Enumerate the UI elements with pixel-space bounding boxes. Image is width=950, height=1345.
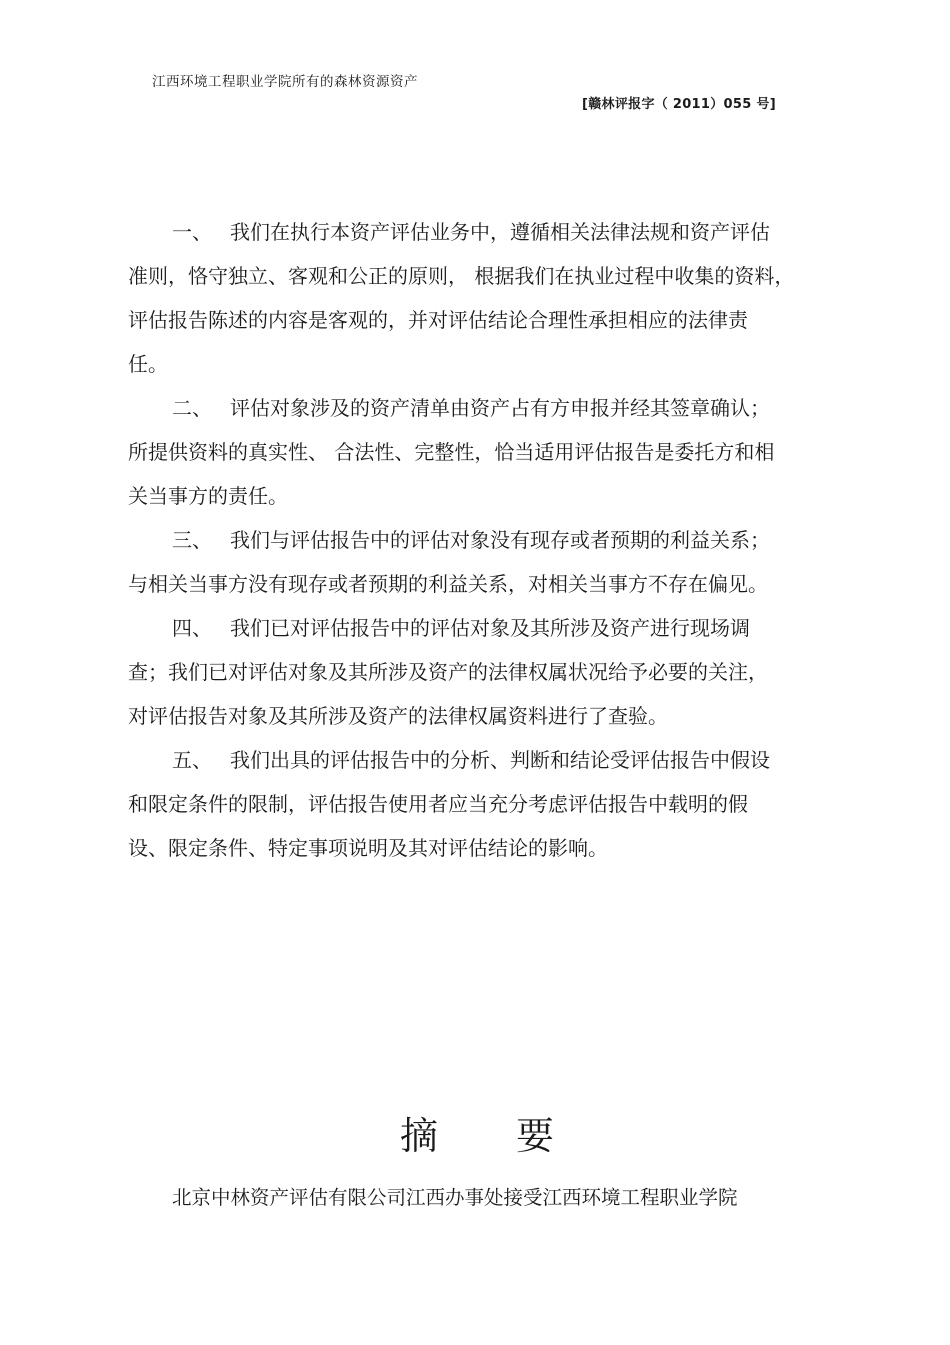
statement-line: 所提供资料的真实性、 合法性、完整性，恰当适用评估报告是委托方和相 bbox=[128, 440, 775, 464]
statement-number: 四、 bbox=[172, 616, 212, 640]
statement-line: 和限定条件的限制，评估报告使用者应当充分考虑评估报告中载明的假 bbox=[128, 792, 748, 816]
statement-number: 一、 bbox=[172, 220, 212, 244]
statement-line: 我们已对评估报告中的评估对象及其所涉及资产进行现场调 bbox=[230, 616, 750, 640]
statement-line: 我们出具的评估报告中的分析、判断和结论受评估报告中假设 bbox=[230, 748, 770, 772]
report-number: [赣林评报字（ 2011）055 号] bbox=[582, 97, 776, 112]
statement-3 bbox=[128, 518, 828, 606]
statements-section bbox=[128, 210, 828, 870]
summary-heading: 摘要 bbox=[400, 1114, 633, 1158]
statement-line: 对评估报告对象及其所涉及资产的法律权属资料进行了查验。 bbox=[128, 704, 668, 728]
document-header-title: 江西环境工程职业学院所有的森林资源资产 bbox=[152, 74, 418, 90]
statement-4 bbox=[128, 606, 828, 738]
statement-line: 设、限定条件、特定事项说明及其对评估结论的影响。 bbox=[128, 836, 608, 860]
statement-number: 三、 bbox=[172, 528, 212, 552]
statement-number: 二、 bbox=[172, 396, 212, 420]
statement-5 bbox=[128, 738, 828, 870]
summary-first-line: 北京中林资产评估有限公司江西办事处接受江西环境工程职业学院 bbox=[172, 1186, 738, 1209]
statement-line: 任。 bbox=[128, 352, 168, 376]
statement-line: 与相关当事方没有现存或者预期的利益关系，对相关当事方不存在偏见。 bbox=[128, 572, 768, 596]
statement-2 bbox=[128, 386, 828, 518]
statement-line: 评估对象涉及的资产清单由资产占有方申报并经其签章确认； bbox=[230, 396, 770, 420]
statement-number: 五、 bbox=[172, 748, 212, 772]
statement-line: 我们与评估报告中的评估对象没有现存或者预期的利益关系； bbox=[230, 528, 770, 552]
statement-1 bbox=[128, 210, 828, 386]
statement-line: 我们在执行本资产评估业务中，遵循相关法律法规和资产评估 bbox=[230, 220, 770, 244]
statement-line: 评估报告陈述的内容是客观的，并对评估结论合理性承担相应的法律责 bbox=[128, 308, 748, 332]
statement-line: 关当事方的责任。 bbox=[128, 484, 288, 508]
statement-line: 查；我们已对评估对象及其所涉及资产的法律权属状况给予必要的关注， bbox=[128, 660, 768, 684]
statement-line: 准则，恪守独立、客观和公正的原则， 根据我们在执业过程中收集的资料， bbox=[128, 264, 795, 288]
